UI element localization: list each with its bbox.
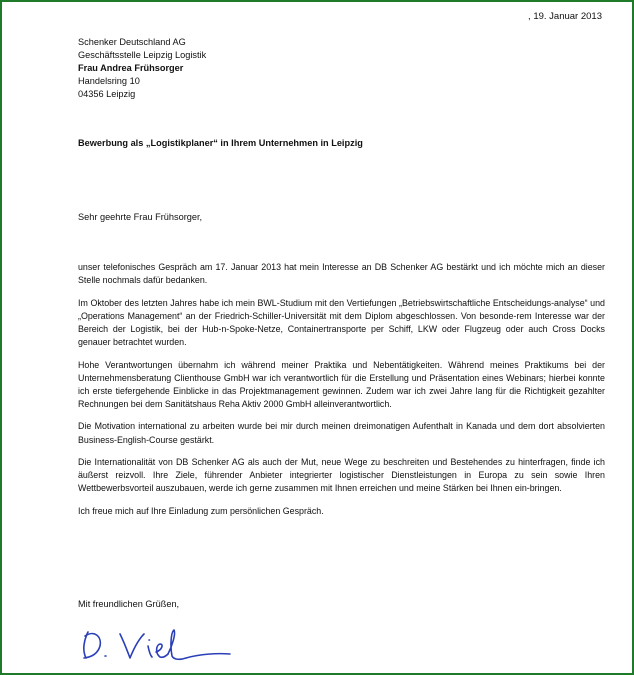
recipient-street: Handelsring 10 [78,76,140,86]
letter-body [78,261,605,528]
letter-closing: Mit freundlichen Grüßen, [78,599,180,609]
handwritten-signature [72,620,242,668]
body-paragraph: unser telefonisches Gespräch am 17. Januar 2013 hat mein Interesse an DB Schenker AG bestärkt und ich möchte mich an dieser Stelle nochmals dafür bedanken. [78,262,605,286]
letter-subject: Bewerbung als „Logistikplaner“ in Ihrem Unternehmen in Leipzig [78,138,363,148]
recipient-city: 04356 Leipzig [78,89,136,99]
recipient-address [78,36,206,101]
body-paragraph: Ich freue mich auf Ihre Einladung zum persönlichen Gespräch. [78,505,324,516]
recipient-contact: Frau Andrea Frühsorger [78,63,184,73]
recipient-company: Schenker Deutschland AG [78,37,186,47]
body-paragraph: Die Internationalität von DB Schenker AG als auch der Mut, neue Wege zu beschreiten und Bestehendes zu hinterfragen, finde ich äußerst reizvoll. Ihre Ziele, führender Anbieter integrierter logistischer Dienstleistungen in Europa zu sein sowie Ihren Wettbewerbsvorteil auszubauen, werde ich gerne zusammen mit Ihnen erreichen und meine Stärken bei Ihnen ein-bringen. [78,457,605,494]
letter-salutation: Sehr geehrte Frau Frühsorger, [78,212,203,222]
letter-date: , 19. Januar 2013 [528,11,602,22]
body-paragraph: Die Motivation international zu arbeiten wurde bei mir durch meinen dreimonatigen Aufenthalt in Kanada und dem dort absolvierten Business-English-Course gestärkt. [78,421,605,445]
body-paragraph: Hohe Verantwortungen übernahm ich während meiner Praktika und Nebentätigkeiten. Während meines Praktikums bei der Unternehmensberatung Clienthouse GmbH war ich verantwortlich für die Erstellung und Präsentation eines Webinars; hierbei konnte ich erste tiefergehende Einblicke in das Projektmanagement gewinnen. Zudem war ich zwei Jahre lang für die Richtigkeit gezahlter Rechnungen bei dem Sanitätshaus Reha Aktiv 2000 GmbH alleinverantwortlich. [78,359,605,409]
recipient-branch: Geschäftsstelle Leipzig Logistik [78,50,207,60]
body-paragraph: Im Oktober des letzten Jahres habe ich mein BWL-Studium mit den Vertiefungen „Betriebswirtschaftliche Entscheidungs-analyse“ und „Operations Management“ an der Friedrich-Schiller-Universität mit dem Diplom abgeschlossen. Von besonde-rem Interesse war der Bereich der Logistik, bei der Hub-n-Spoke-Netze, Containertransporte per Schiff, LKW oder Flugzeug oder auch Cross Docks genauer betrachtet wurden. [78,297,605,347]
